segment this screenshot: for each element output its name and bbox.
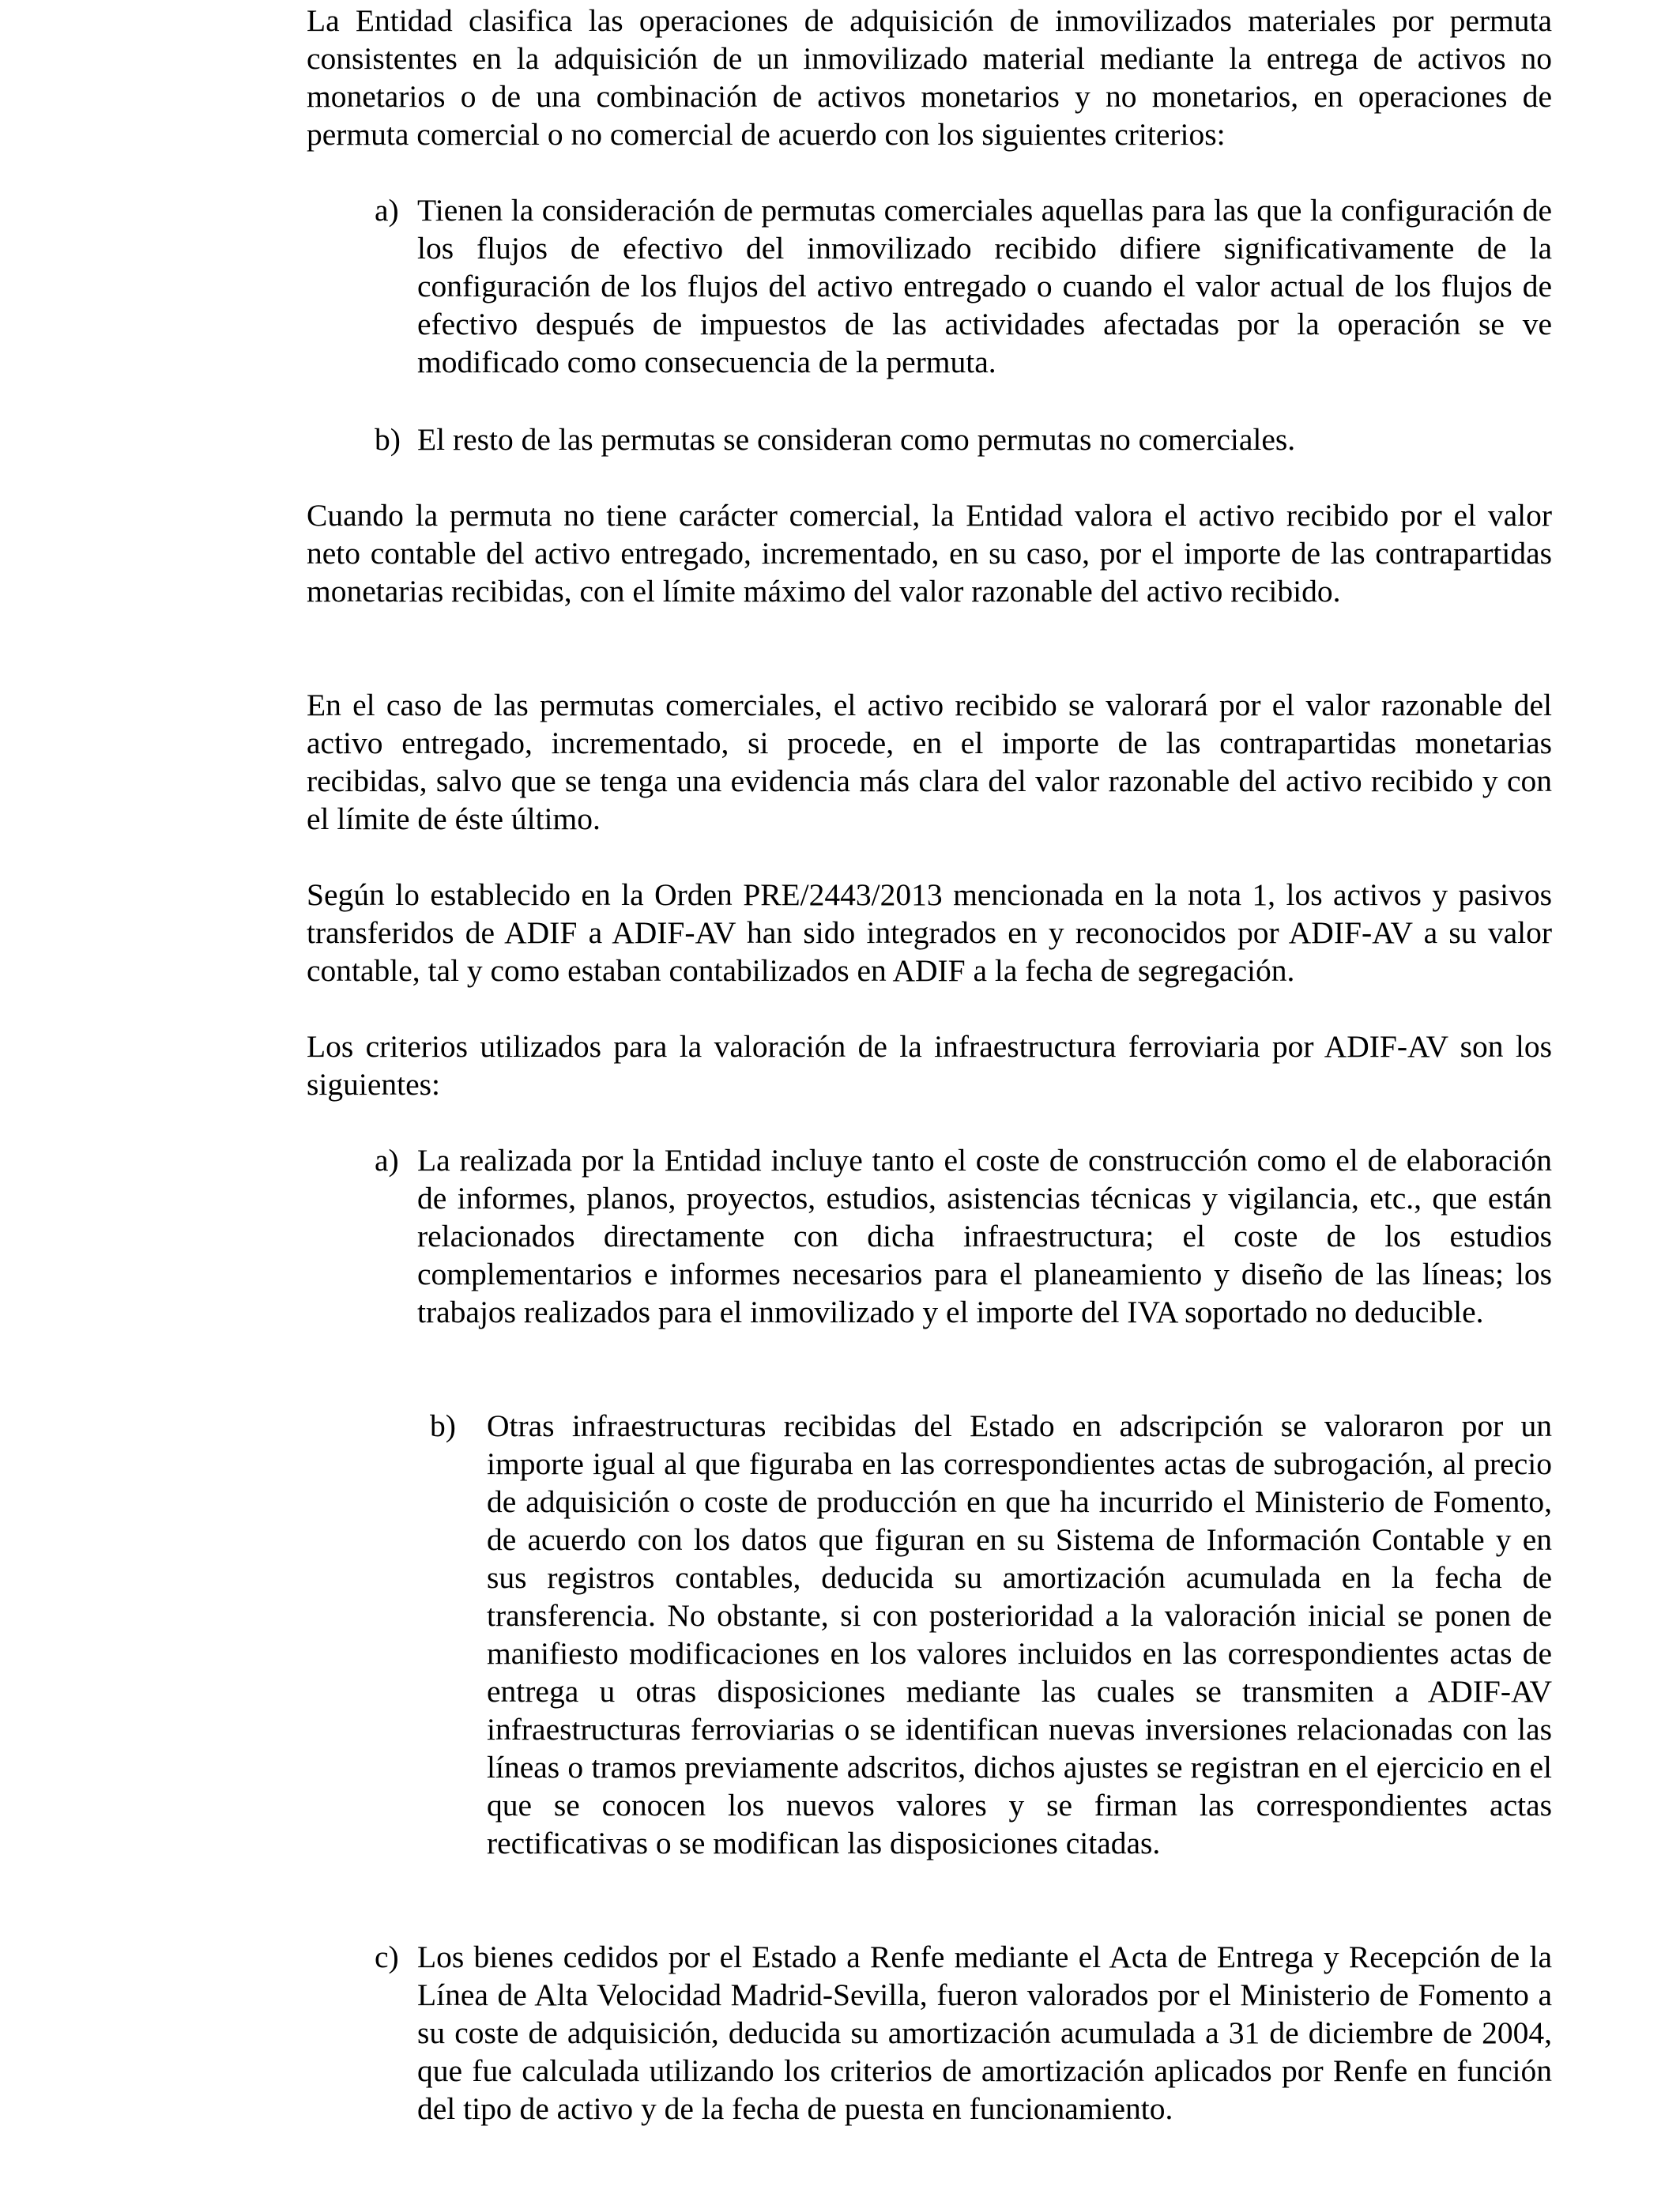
list-item-text: Los bienes cedidos por el Estado a Renfe mediante el Acta de Entrega y Recepción de la Línea de Alta Velocidad Madrid-Sevilla, fueron valorados por el Ministerio de Fomento a su coste de adquisición, deducida su amortización acumulada a 31 de diciembre de 2004, que fue calculada utilizando los criterios de amortización aplicados por Renfe en función del tipo de activo y de la fecha de puesta en funcionamiento. — [417, 1940, 1552, 2126]
valuation-criterion-a — [375, 1141, 1552, 1331]
permuta-criterion-b — [375, 420, 1552, 458]
intro-paragraph: La Entidad clasifica las operaciones de adquisición de inmovilizados materiales por permuta consistentes en la adquisición de un inmovilizado material mediante la entrega de activos no monetarios o de una combinación de activos monetarios y no monetarios, en operaciones de permuta comercial o no comercial de acuerdo con los siguientes criterios: — [307, 3, 1552, 152]
list-marker: a) — [375, 193, 399, 228]
list-marker: b) — [375, 422, 401, 457]
list-item-text: Tienen la consideración de permutas comerciales aquellas para las que la configuración de los flujos de efectivo del inmovilizado recibido difiere significativamente de la configuración de los flujos del activo entregado o cuando el valor actual de los flujos de efectivo después de impuestos de las actividades afectadas por la operación se ve modificado como consecuencia de la permuta. — [417, 193, 1552, 379]
list-marker: a) — [375, 1143, 399, 1178]
paragraph-no-comercial: Cuando la permuta no tiene carácter comercial, la Entidad valora el activo recibido por el valor neto contable del activo entregado, incrementado, en su caso, por el importe de las contrapartidas monetarias recibidas, con el límite máximo del valor razonable del activo recibido. — [307, 498, 1552, 609]
valuation-criterion-c — [375, 1938, 1552, 2128]
list-marker: b) — [430, 1408, 456, 1443]
permuta-criterion-a — [375, 191, 1552, 381]
paragraph-orden: Según lo establecido en la Orden PRE/2443/2013 mencionada en la nota 1, los activos y pasivos transferidos de ADIF a ADIF-AV han sido integrados en y reconocidos por ADIF-AV a su valor contable, tal y como estaban contabilizados en ADIF a la fecha de segregación. — [307, 877, 1552, 988]
list-item-text: La realizada por la Entidad incluye tanto el coste de construcción como el de elaboración de informes, planos, proyectos, estudios, asistencias técnicas y vigilancia, etc., que están relacionados directamente con dicha infraestructura; el coste de los estudios complementarios e informes necesarios para el planeamiento y diseño de las líneas; los trabajos realizados para el inmovilizado y el importe del IVA soportado no deducible. — [417, 1143, 1552, 1329]
list-marker: c) — [375, 1940, 399, 1974]
paragraph-comercial: En el caso de las permutas comerciales, el activo recibido se valorará por el valor razonable del activo entregado, incrementado, si procede, en el importe de las contrapartidas monetarias recibidas, salvo que se tenga una evidencia más clara del valor razonable del activo recibido y con el límite de éste último. — [307, 688, 1552, 836]
list-item-text: El resto de las permutas se consideran como permutas no comerciales. — [417, 422, 1296, 457]
paragraph-criterios: Los criterios utilizados para la valoración de la infraestructura ferroviaria por ADIF-AV son los siguientes: — [307, 1029, 1552, 1102]
valuation-criterion-b — [430, 1407, 1552, 1862]
list-item-text: Otras infraestructuras recibidas del Estado en adscripción se valoraron por un importe igual al que figuraba en las correspondientes actas de subrogación, al precio de adquisición o coste de producción en que ha incurrido el Ministerio de Fomento, de acuerdo con los datos que figuran en su Sistema de Información Contable y en sus registros contables, deducida su amortización acumulada en la fecha de transferencia. No obstante, si con posterioridad a la valoración inicial se ponen de manifiesto modificaciones en los valores incluidos en las correspondientes actas de entrega u otras disposiciones mediante las cuales se transmiten a ADIF-AV infraestructuras ferroviarias o se identifican nuevas inversiones relacionadas con las líneas o tramos previamente adscritos, dichos ajustes se registran en el ejercicio en el que se conocen los nuevos valores y se firman las correspondientes actas rectificativas o se modifican las disposiciones citadas. — [487, 1408, 1552, 1860]
